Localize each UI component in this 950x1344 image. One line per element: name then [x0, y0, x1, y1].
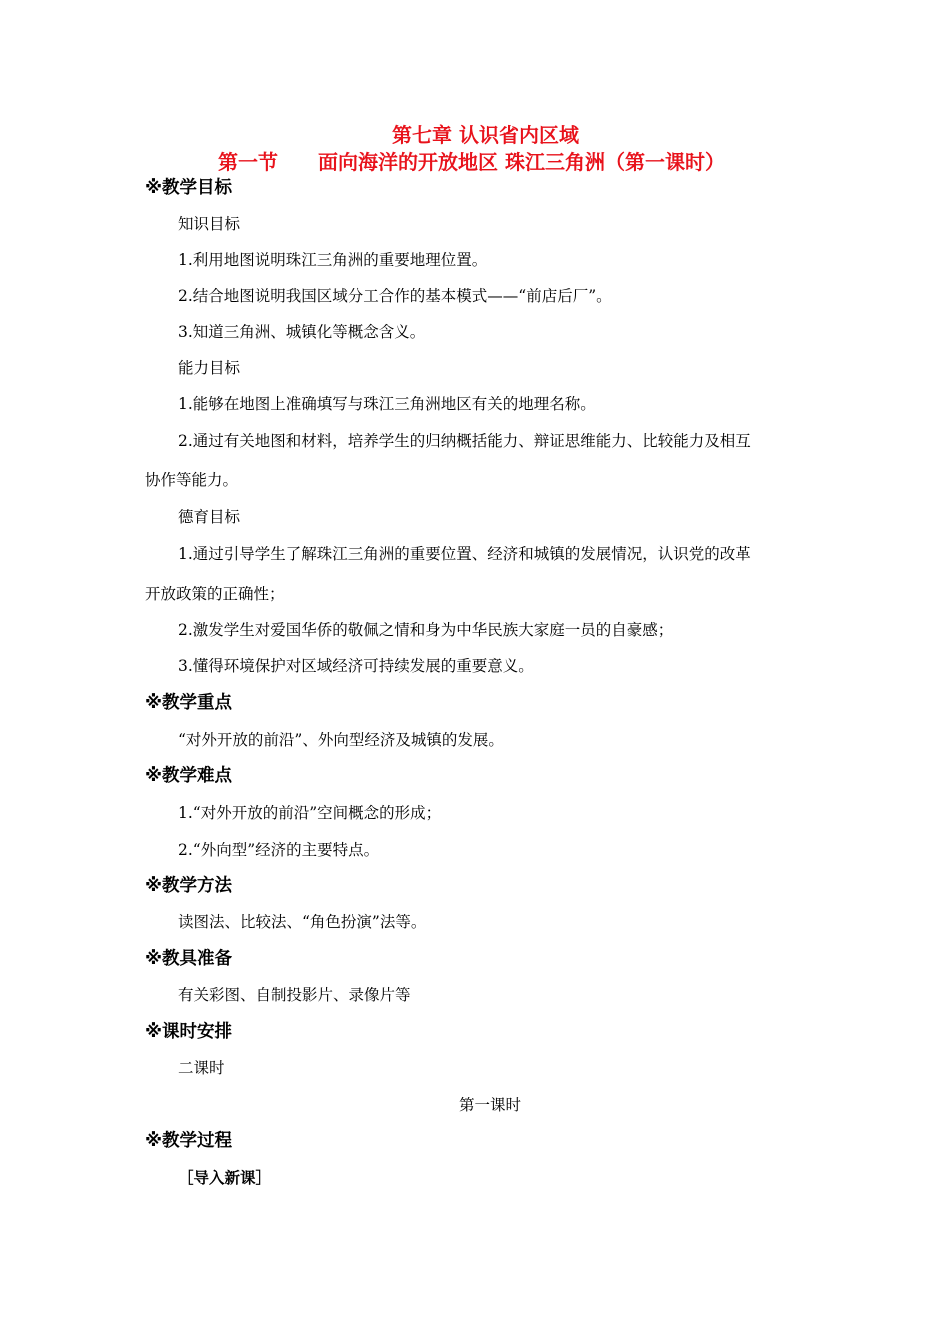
key-points-text: “对外开放的前沿”、外向型经济及城镇的发展。: [178, 731, 504, 749]
section-title: 面向海洋的开放地区 珠江三角洲（第一课时）: [318, 150, 725, 174]
chapter-title: 第七章 认识省内区域: [392, 123, 579, 147]
schedule-text: 二课时: [178, 1059, 225, 1077]
key-points-heading: ※教学重点: [145, 693, 233, 713]
knowledge-item: 1.利用地图说明珠江三角洲的重要地理位置。: [178, 251, 488, 269]
process-heading: ※教学过程: [145, 1131, 233, 1151]
section-number: 第一节: [218, 150, 278, 174]
ability-objectives-label: 能力目标: [178, 359, 241, 377]
knowledge-objectives-label: 知识目标: [178, 215, 241, 233]
lesson-title: 第一课时: [459, 1096, 522, 1114]
moral-item-continuation: 开放政策的正确性；: [145, 585, 285, 603]
schedule-heading: ※课时安排: [145, 1022, 233, 1042]
difficulty-item: 2.“外向型”经济的主要特点。: [178, 841, 380, 859]
moral-objectives-label: 德育目标: [178, 508, 241, 526]
tools-text: 有关彩图、自制投影片、录像片等: [178, 986, 411, 1004]
moral-item: 2.激发学生对爱国华侨的敬佩之情和身为中华民族大家庭一员的自豪感；: [178, 621, 674, 639]
tools-heading: ※教具准备: [145, 949, 233, 969]
intro-subheading: ［导入新课］: [178, 1169, 272, 1187]
difficulties-heading: ※教学难点: [145, 766, 233, 786]
ability-item: 1.能够在地图上准确填写与珠江三角洲地区有关的地理名称。: [178, 395, 596, 413]
moral-item: 1.通过引导学生了解珠江三角洲的重要位置、经济和城镇的发展情况，认识党的改革: [178, 545, 751, 563]
moral-item: 3.懂得环境保护对区域经济可持续发展的重要意义。: [178, 657, 534, 675]
ability-item: 2.通过有关地图和材料，培养学生的归纳概括能力、辩证思维能力、比较能力及相互: [178, 432, 751, 450]
ability-item-continuation: 协作等能力。: [145, 471, 239, 489]
knowledge-item: 2.结合地图说明我国区域分工合作的基本模式——“前店后厂”。: [178, 287, 612, 305]
objectives-heading: ※教学目标: [145, 178, 233, 198]
knowledge-item: 3.知道三角洲、城镇化等概念含义。: [178, 323, 426, 341]
methods-text: 读图法、比较法、“角色扮演”法等。: [178, 913, 427, 931]
difficulty-item: 1.“对外开放的前沿”空间概念的形成；: [178, 804, 442, 822]
methods-heading: ※教学方法: [145, 876, 233, 896]
